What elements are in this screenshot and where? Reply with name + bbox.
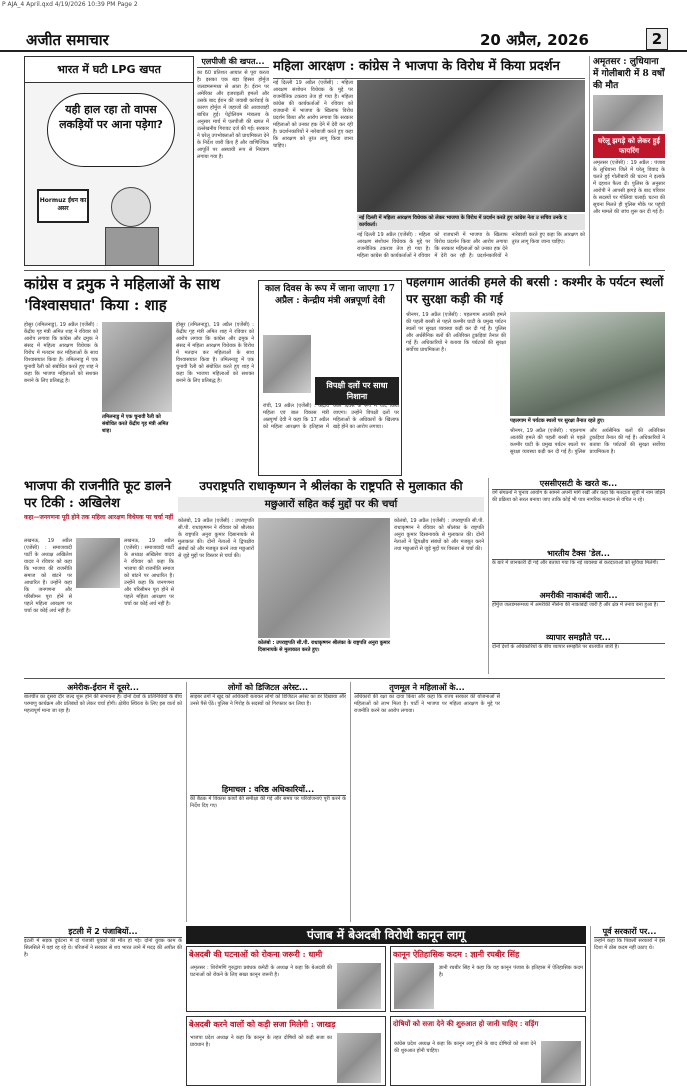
randhawa-headline: कानून ऐतिहासिक कदम : ज्ञानी रघबीर सिंह — [393, 949, 520, 959]
masthead — [0, 28, 687, 52]
warring-body: कांग्रेस प्रदेश अध्यक्ष ने कहा कि कानून लागू होने के बाद दोषियों को सजा देने की शुरुआत होनी चाहिए। — [394, 1041, 536, 1054]
black-day-headline: काल दिवस के रूप में जाना जाएगा 17 अप्रैल : केन्द्रीय मंत्री अन्नपूर्णा देवी — [264, 284, 396, 306]
lpg-brief-body: का 60 प्रतिशत आयात से पूरा करता है। इसका एक बड़ा हिस्सा होर्मुज जलडमरूमध्य से आता है। ईरान पर अमेरिका और इजराइली हमलों और उसके बाद ईरान की जवाबी कार्रवाई के कारण होर्मुज में जहाजों की आवाजाही बाधित हुई। पेट्रोलियम मंत्रालय के अनुसार मार्च में एलपीजी की खपत में उल्लेखनीय गिरावट दर्ज की गई। सरकार ने घरेलू उपभोक्ताओं को प्राथमिकता देने के निर्देश जारी किए हैं और वाणिज्यिक आपूर्ति पर अस्थायी रूप से नियंत्रण लगाया गया है। — [197, 70, 269, 160]
iran-body: बातचीत का दूसरा दौर जल्द शुरू होने की संभावना है। दोनों देशों के प्रतिनिधियों के बीच परमाणु कार्यक्रम और प्रतिबंधों को लेकर चर्चा होगी। क्षेत्रीय स्थिरता के लिए इस वार्ता को महत्वपूर्ण माना जा रहा है। — [24, 694, 182, 714]
shah-photo — [102, 322, 172, 412]
trade-brief-title: व्यापार समझौते पर... — [492, 632, 665, 644]
ec-brief-body: वर्ग संगठनों ने चुनाव आयोग के सामने अपनी मांगें रखीं और कहा कि मतदाता सूची में नाम जोड़ने की प्रक्रिया को सरल बनाया जाए ताकि कोई भी पात्र नागरिक मतदान से वंचित न रहे। — [492, 490, 665, 503]
black-day-story — [258, 280, 402, 476]
randhawa-story — [390, 946, 586, 1012]
jakhar-photo — [337, 1033, 381, 1083]
akhilesh-body: लखनऊ, 19 अप्रैल (एजेंसी) : समाजवादी पार्टी के अध्यक्ष अखिलेश यादव ने रविवार को कहा कि भाजपा की राजनीति समाज को बांटने पर आधारित है। उन्होंने कहा कि जनगणना और परिसीमन पूरा होने से पहले महिला आरक्षण पर चर्चा का कोई अर्थ नहीं है। — [24, 538, 72, 614]
cartoon-sign: Hormuz ईंधन का असर — [37, 189, 89, 223]
divider — [24, 270, 665, 271]
srilanka-photo — [258, 518, 390, 638]
akhilesh-story — [24, 478, 174, 674]
cartoon-figure-body — [105, 227, 159, 266]
paper-name: अजीत समाचार — [26, 31, 109, 49]
shah-caption: तमिलनाडु में एक चुनावी रैली को संबोधित करते केंद्रीय गृह मंत्री अमित शाह। — [102, 414, 169, 434]
cartoon-speech-bubble: यही हाल रहा तो वापस लकड़ियों पर आना पड़ेगा? — [47, 93, 175, 167]
jakhar-body: भाजपा प्रदेश अध्यक्ष ने कहा कि कानून के तहत दोषियों को कड़ी सजा का प्रावधान है। — [190, 1035, 332, 1048]
randhawa-body: ज्ञानी रघबीर सिंह ने कहा कि यह कानून पंजाब के इतिहास में ऐतिहासिक कदम है। — [439, 965, 583, 978]
digital-arrest-body: साइबर ठगों ने खुद को अधिकारी बताकर लोगों को डिजिटल अरेस्ट का डर दिखाया और उनसे पैसे ऐंठे। पुलिस ने गिरोह के सदस्यों को गिरफ्तार कर लिया है। — [190, 694, 346, 707]
pahalgam-body-continued: श्रीनगर, 19 अप्रैल (एजेंसी) : पहलगाम आतंकी हमले की पहली बरसी से पहले कश्मीर घाटी के प्रमुख पर्यटन स्थलों पर सुरक्षा व्यवस्था कड़ी कर दी गई है। पुलिस और अर्धसैनिक बलों की अतिरिक्त टुकड़ियां तैनात की गई हैं। अधिकारियों ने बताया कि पर्यटकों की सुरक्षा सर्वोच्च प्राथमिकता है। — [510, 428, 665, 455]
annapurna-photo — [263, 335, 311, 393]
bharti-brief-title: भारतीय टैक्स 'डेल... — [492, 548, 665, 560]
ludhiana-headline: अमृतसर : लुधियाना में गोलीबारी में 8 वर्षों की मौत — [593, 57, 665, 91]
italy-title: इटली में 2 पंजाबियों... — [24, 926, 182, 938]
punjab-right-brief-body: उन्होंने कहा कि पिछली सरकारों ने इस दिशा में ठोस कदम नहीं उठाए थे। — [594, 938, 665, 951]
bharti-brief-body: के बारे में जानकारी दी गई और बताया गया कि नई व्यवस्था से करदाताओं को सुविधा मिलेगी। — [492, 560, 659, 566]
srilanka-subhead: मछुआरों सहित कई मुद्दों पर की चर्चा — [178, 497, 484, 512]
akhilesh-body-continued: लखनऊ, 19 अप्रैल (एजेंसी) : समाजवादी पार्टी के अध्यक्ष अखिलेश यादव ने रविवार को कहा कि भाजपा की राजनीति समाज को बांटने पर आधारित है। उन्होंने कहा कि जनगणना और परिसीमन पूरा होने से पहले महिला आरक्षण पर चर्चा का कोई अर्थ नहीं है। — [124, 538, 174, 607]
warring-photo — [541, 1041, 581, 1083]
cartoon-panel — [24, 56, 194, 266]
dhami-body: अमृतसर : शिरोमणि गुरुद्वारा प्रबंधक कमेटी के अध्यक्ष ने कहा कि बेअदबी की घटनाओं को रोकने के लिए सख्त कानून जरूरी है। — [190, 965, 332, 978]
trinamool-continued — [350, 682, 500, 922]
italy-body: इटली में सड़क दुर्घटना में दो पंजाबी युवकों की मौत हो गई। दोनों युवक काम के सिलसिले में वहां रह रहे थे। परिजनों ने सरकार से शव भारत लाने में मदद की अपील की है। — [24, 938, 182, 958]
protest-caption: नई दिल्ली में महिला आरक्षण विधेयक को लेकर भाजपा के विरोध में प्रदर्शन करते हुए कांग्रेस नेता उ सचिव उनके द कार्यकर्ता। — [357, 214, 585, 230]
blockade-brief-body: होर्मुज जलडमरूमध्य में अमरीकी नौसेना की नाकाबंदी जारी है और क्षेत्र में तनाव बना हुआ है। — [492, 602, 659, 608]
warring-headline: दोषियों को सजा देने की शुरुआत हो जानी चाहिए : वड़िंग — [393, 1019, 539, 1028]
shah-body-continued: होसुर (तमिलनाडु), 19 अप्रैल (एजेंसी) : केंद्रीय गृह मंत्री अमित शाह ने रविवार को आरोप लगाया कि कांग्रेस और द्रमुक ने संसद में महिला आरक्षण विधेयक के विरोध में मतदान कर महिलाओं के साथ विश्वासघात किया है। तमिलनाडु में एक चुनावी रैली को संबोधित करते हुए शाह ने कहा कि भाजपा महिलाओं को सशक्त बनाने के लिए प्रतिबद्ध है। — [176, 322, 254, 384]
shah-story — [24, 274, 254, 474]
warring-story — [390, 1016, 586, 1086]
shah-headline: कांग्रेस व द्रमुक ने महिलाओं के साथ 'विश्वासघात' किया : शाह — [24, 275, 220, 314]
ec-brief-title: एससीएसटी के खरते क... — [492, 478, 665, 490]
iran-continued — [24, 682, 182, 922]
digital-arrest-title: लोगों को डिजिटल अरेस्ट... — [190, 682, 346, 694]
protest-story — [273, 56, 585, 266]
right-briefs — [488, 478, 665, 674]
srilanka-story — [178, 478, 484, 674]
ludhiana-story — [589, 56, 665, 266]
randhawa-photo — [394, 963, 434, 1009]
himachal-body: की बैठक में विकास कार्यों की समीक्षा की गई और समय पर परियोजनाएं पूरी करने के निर्देश दिए गए। — [190, 796, 346, 809]
protest-body-continued: नई दिल्ली 19 अप्रैल (एजेंसी) : महिला आरक्षण संशोधन विधेयक के मुद्दे पर राजनीतिक टकराव तेज हो गया है। महिला कांग्रेस की कार्यकर्ताओं ने रविवार को राजधानी में भाजपा के खिलाफ विरोध प्रदर्शन किया और आरोप लगाया कि सरकार महिलाओं को उनका हक देने में देरी कर रही है। प्रदर्शनकारियों ने नारेबाजी करते हुए कहा कि आरक्षण को तुरंत लागू किया जाना चाहिए। — [357, 232, 585, 259]
pahalgam-photo — [510, 312, 665, 416]
digital-arrest-continued — [186, 682, 346, 922]
black-day-subhead: विपक्षी दलों पर साधा निशाना — [315, 377, 399, 405]
ludhiana-tag: घरेलू झगड़े को लेकर हुई फायरिंग — [593, 134, 665, 158]
ludhiana-photo — [593, 95, 663, 131]
himachal-title: हिमाचल : वरिष्ठ अधिकारियों... — [190, 784, 346, 796]
pahalgam-headline: पहलगाम आतंकी हमले की बरसी : कश्मीर के पर्यटन स्थलों पर सुरक्षा कड़ी की गई — [406, 275, 664, 306]
protest-photo — [357, 80, 585, 212]
lpg-brief-title: एलपीजी की खपत... — [197, 56, 269, 68]
protest-headline: महिला आरक्षण : कांग्रेस ने भाजपा के विरोध में किया प्रदर्शन — [273, 56, 585, 79]
trinamool-title: तृणमूल ने महिलाओं के... — [354, 682, 500, 694]
punjab-right-brief — [590, 926, 665, 1086]
shah-body: होसुर (तमिलनाडु), 19 अप्रैल (एजेंसी) : केंद्रीय गृह मंत्री अमित शाह ने रविवार को आरोप लगाया कि कांग्रेस और द्रमुक ने संसद में महिला आरक्षण विधेयक के विरोध में मतदान कर महिलाओं के साथ विश्वासघात किया है। तमिलनाडु में एक चुनावी रैली को संबोधित करते हुए शाह ने कहा कि भाजपा महिलाओं को सशक्त बनाने के लिए प्रतिबद्ध है। — [24, 322, 98, 384]
srilanka-body: कोलंबो, 19 अप्रैल (एजेंसी) : उपराष्ट्रपति सी.पी. राधाकृष्णन ने रविवार को श्रीलंका के राष्ट्रपति अनुरा कुमार दिसानायके से मुलाकात की। दोनों नेताओं ने द्विपक्षीय संबंधों को और मजबूत करने तथा मछुआरों से जुड़े मुद्दों पर विस्तार से चर्चा की। — [178, 518, 254, 559]
akhilesh-headline: भाजपा की राजनीति फूट डालने पर टिकी : अखिलेश — [24, 479, 171, 511]
srilanka-caption: कोलंबो : उपराष्ट्रपति सी.पी. राधाकृष्णन श्रीलंका के राष्ट्रपति अनुरा कुमार दिसानायके से मुलाकात करते हुए। — [258, 640, 390, 653]
jakhar-headline: बेअदबी करने वालों को कड़ी सजा मिलेगी : जाखड़ — [189, 1019, 336, 1029]
jakhar-story — [186, 1016, 386, 1086]
protest-body: नई दिल्ली 19 अप्रैल (एजेंसी) : महिला आरक्षण संशोधन विधेयक के मुद्दे पर राजनीतिक टकराव तेज हो गया है। महिला कांग्रेस की कार्यकर्ताओं ने रविवार को राजधानी में भाजपा के खिलाफ विरोध प्रदर्शन किया और आरोप लगाया कि सरकार महिलाओं को उनका हक देने में देरी कर रही है। प्रदर्शनकारियों ने नारेबाजी करते हुए कहा कि आरक्षण को तुरंत लागू किया जाना चाहिए। — [273, 80, 353, 149]
italy-story — [24, 926, 182, 1086]
edition-date: 20 अप्रैल, 2026 — [480, 31, 589, 49]
pahalgam-caption: पहलगाम में पर्यटक स्थलों पर सुरक्षा तैनात रहते हुए। — [510, 418, 605, 424]
pahalgam-story — [406, 274, 665, 474]
pahalgam-body: श्रीनगर, 19 अप्रैल (एजेंसी) : पहलगाम आतंकी हमले की पहली बरसी से पहले कश्मीर घाटी के प्रमुख पर्यटन स्थलों पर सुरक्षा व्यवस्था कड़ी कर दी गई है। पुलिस और अर्धसैनिक बलों की अतिरिक्त टुकड़ियां तैनात की गई हैं। अधिकारियों ने बताया कि पर्यटकों की सुरक्षा सर्वोच्च प्राथमिकता है। — [406, 312, 506, 353]
punjab-right-brief-title: पूर्व सरकारों पर... — [594, 926, 665, 938]
dhami-story — [186, 946, 386, 1012]
trinamool-body: अधिकारों की रक्षा का दावा किया और कहा कि राज्य सरकार की योजनाओं से महिलाओं को लाभ मिला है। पार्टी ने भाजपा पर महिला आरक्षण के मुद्दे पर राजनीति करने का आरोप लगाया। — [354, 694, 500, 714]
srilanka-headline: उपराष्ट्रपति राधाकृष्णन ने श्रीलंका के राष्ट्रपति से मुलाकात की — [199, 479, 463, 493]
dhami-photo — [337, 963, 381, 1009]
cartoon-figure-head — [111, 187, 151, 227]
srilanka-body-continued: कोलंबो, 19 अप्रैल (एजेंसी) : उपराष्ट्रपति सी.पी. राधाकृष्णन ने रविवार को श्रीलंका के राष्ट्रपति अनुरा कुमार दिसानायके से मुलाकात की। दोनों नेताओं ने द्विपक्षीय संबंधों को और मजबूत करने तथा मछुआरों से जुड़े मुद्दों पर विस्तार से चर्चा की। — [394, 518, 484, 552]
iran-title: अमेरीक-ईरान में दूसरे... — [24, 682, 182, 694]
dhami-headline: बेअदबी की घटनाओं को रोकना जरूरी : धामी — [189, 949, 323, 959]
ludhiana-body: अमृतसर (एजेंसी) : 19 अप्रैल : पंजाब के लुधियाना जिले में घरेलू विवाद के चलते हुई गोलीबारी की घटना ने इलाके में दहशत फैला दी। पुलिस के अनुसार आरोपी ने आपसी झगड़े के बाद परिवार के सदस्यों पर गोलियां चलाईं। घटना की सूचना मिलते ही पुलिस मौके पर पहुंची और मामले की जांच शुरू कर दी गई है। — [593, 160, 665, 215]
blockade-brief-title: अमरीकी नाकाबंदी जारी... — [492, 590, 665, 602]
punjab-section-banner: पंजाब में बेअदबी विरोधी कानून लागू — [186, 926, 586, 944]
trade-brief-body: दोनों देशों के अधिकारियों के बीच व्यापार समझौते पर बातचीत जारी है। — [492, 644, 620, 650]
black-day-body: रांची, 19 अप्रैल (एजेंसी) : केंद्रीय महिला एवं बाल विकास मंत्री अन्नपूर्णा देवी ने कहा कि 17 अप्रैल को महिला आरक्षण के इतिहास में काल दिवस के रूप में याद किया जाएगा। उन्होंने विपक्षी दलों पर महिलाओं के अधिकारों के खिलाफ खड़े होने का आरोप लगाया। — [263, 403, 399, 430]
cartoon-title: भारत में घटी LPG खपत — [25, 57, 193, 83]
divider — [24, 678, 665, 679]
akhilesh-subhead: कहा—जनगणना पूरी होने तक महिला आरक्षण विधेयक पर चर्चा नहीं — [24, 514, 173, 521]
print-slug: P AJA_4 April.qxd 4/19/2026 10:39 PM Page 2 — [2, 1, 138, 8]
lpg-brief — [197, 56, 269, 266]
akhilesh-photo — [76, 538, 120, 588]
page-number: 2 — [646, 28, 668, 50]
